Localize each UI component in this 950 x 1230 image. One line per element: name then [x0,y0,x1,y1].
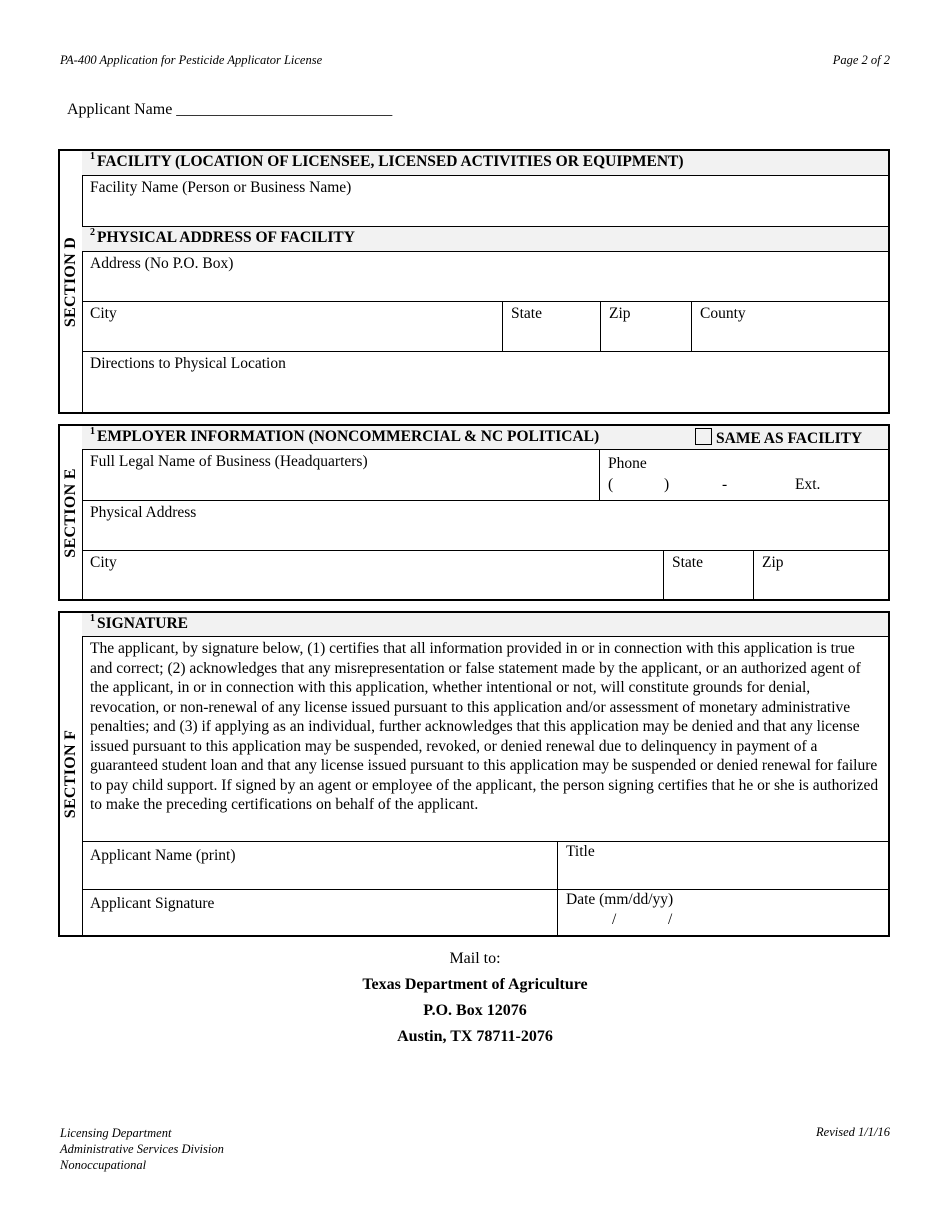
facility-header-title: FACILITY (LOCATION OF LICENSEE, LICENSED ACTIVITIES OR EQUIPMENT) [97,153,684,170]
applicant-name-print-label: Applicant Name (print) [90,847,236,864]
facility-city-row [82,302,888,352]
section-e-label: SECTION E [60,426,83,599]
facility-city-field[interactable] [82,302,502,351]
business-name-label: Full Legal Name of Business (Headquarters) [90,453,368,470]
physical-address-header-title: PHYSICAL ADDRESS OF FACILITY [97,229,355,246]
signature-row [82,890,888,935]
section-e [58,424,890,601]
phone-ext-label: Ext. [795,476,821,493]
employer-header [82,426,888,450]
employer-header-title: EMPLOYER INFORMATION (NONCOMMERCIAL & NC POLITICAL) [97,428,600,445]
applicant-signature-label: Applicant Signature [90,895,215,912]
facility-state-field[interactable] [502,302,600,351]
signature-date-label: Date (mm/dd/yy) [566,891,674,908]
employer-zip-field[interactable] [753,551,888,599]
facility-address-label: Address (No P.O. Box) [90,255,234,272]
mail-to-po-box: P.O. Box 12076 [423,1002,527,1019]
signature-header [82,613,888,637]
business-name-field[interactable] [82,450,599,500]
form-title: PA-400 Application for Pesticide Applicator License [60,53,323,67]
signature-header-title: SIGNATURE [97,615,189,632]
applicant-title-label: Title [566,843,595,860]
facility-county-field[interactable] [691,302,888,351]
page-number: Page 2 of 2 [832,53,890,67]
mail-to-label: Mail to: [449,950,501,967]
directions-field[interactable] [82,352,888,412]
signature-date-field[interactable] [557,890,888,935]
certification-statement [82,637,888,842]
same-as-facility-checkbox[interactable] [689,426,888,449]
employer-phone-field[interactable] [599,450,888,500]
same-as-facility-label: SAME AS FACILITY [716,430,863,447]
physical-address-header [82,227,888,252]
section-d-label: SECTION D [60,151,83,412]
certification-text: The applicant, by signature below, (1) certifies that all information provided in or in connection with this application is true and correct; (2) acknowledges that any misrepresentation or false statement made by the applicant, or an authorized agent of the applicant, in or in connection with this application, whether intentional or not, will constitute grounds for denial, revocation, or non-renewal of any license issued pursuant to this application and/or assessment of monetary administrative penalties; and (3) if applying as an individual, further acknowledges that this application may be denied and that any license issued pursuant to this application may be suspended, revoked, or denied renewal due to delinquency in payment of a guaranteed student loan and that any license issued pursuant to this application may be suspended or denied renewal for failure to pay child support. If signed by an agent or employee of the applicant, the person signing certifies that he or she is authorized to make the preceding certifications on behalf of the applicant. [90,640,879,813]
facility-header [82,151,888,176]
footer-department [60,1125,224,1173]
applicant-print-row [82,842,888,890]
facility-zip-label: Zip [609,305,631,322]
physical-address-header-number: 2 [90,227,95,238]
section-d [58,149,890,414]
employer-state-label: State [672,554,703,571]
section-f [58,611,890,937]
footer-line-1: Licensing Department [60,1126,172,1140]
checkbox-icon[interactable] [695,428,712,445]
employer-city-row [82,551,888,599]
phone-label: Phone [608,455,647,472]
applicant-name-print-field[interactable] [82,842,557,889]
phone-paren-open: ( [608,476,614,493]
facility-address-field[interactable] [82,252,888,302]
section-f-label: SECTION F [60,613,83,935]
applicant-name-line: Applicant Name ___________________________ [67,101,393,118]
applicant-title-field[interactable] [557,842,888,889]
facility-name-field[interactable] [82,176,888,227]
footer-revised: Revised 1/1/16 [816,1125,890,1139]
facility-city-label: City [90,305,117,322]
facility-name-label: Facility Name (Person or Business Name) [90,179,352,196]
employer-header-number: 1 [90,426,95,437]
employer-city-field[interactable] [82,551,663,599]
employer-address-label: Physical Address [90,504,197,521]
directions-label: Directions to Physical Location [90,355,286,372]
phone-dash: - [722,476,728,493]
mail-to-city: Austin, TX 78711-2076 [397,1028,553,1045]
employer-name-row [82,450,888,501]
date-slash-2: / [668,911,673,928]
mail-to-agency: Texas Department of Agriculture [362,976,588,993]
signature-header-number: 1 [90,613,95,624]
facility-county-label: County [700,305,746,322]
footer-line-2: Administrative Services Division [60,1142,224,1156]
employer-address-field[interactable] [82,501,888,551]
facility-header-number: 1 [90,151,95,162]
facility-state-label: State [511,305,542,322]
footer-line-3: Nonoccupational [60,1158,147,1172]
phone-paren-close: ) [664,476,670,493]
date-slash-1: / [612,911,617,928]
employer-state-field[interactable] [663,551,753,599]
employer-zip-label: Zip [762,554,784,571]
applicant-signature-field[interactable] [82,890,557,935]
facility-zip-field[interactable] [600,302,691,351]
employer-city-label: City [90,554,117,571]
